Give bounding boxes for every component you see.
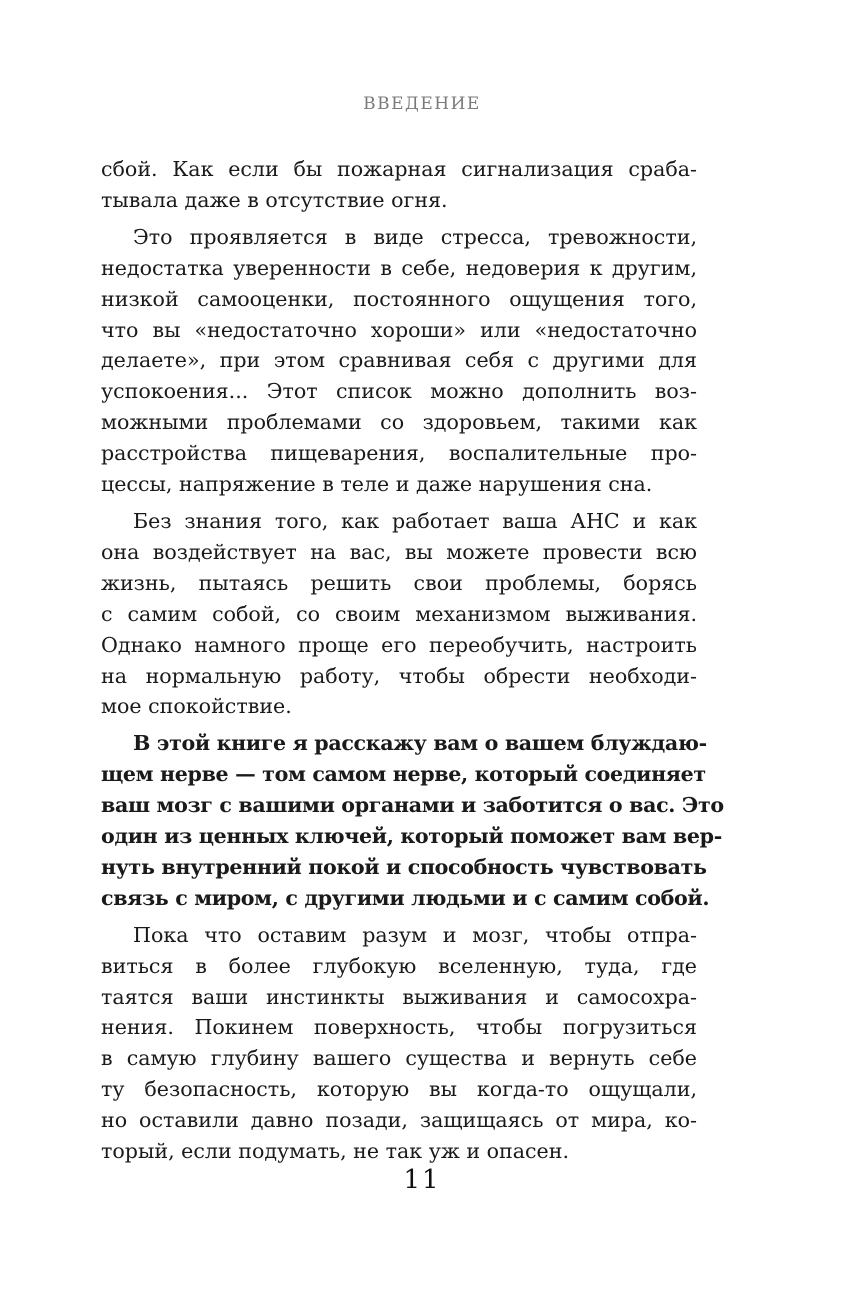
paragraph: [101, 222, 697, 500]
text-line: успокоения... Этот список можно дополнить воз-: [101, 379, 697, 404]
paragraph: [101, 506, 697, 722]
paragraph: [101, 920, 697, 1167]
page-number: 11: [403, 1165, 441, 1195]
text-line: жизнь, пытаясь решить свои проблемы, борясь: [101, 570, 697, 595]
text-line: Однако намного проще его переобучить, настроить: [101, 632, 697, 657]
paragraph: [101, 154, 697, 216]
text-line: низкой самооценки, постоянного ощущения того,: [101, 286, 697, 311]
text-line: можными проблемами со здоровьем, такими как: [101, 410, 697, 435]
text-line: Без знания того, как работает ваша АНС и как: [133, 508, 697, 533]
body-text: [101, 154, 724, 1173]
text-line: расстройства пищеварения, воспалительные про-: [101, 441, 697, 466]
text-line: Это проявляется в виде стресса, тревожности,: [133, 224, 697, 249]
text-line: она воздействует на вас, вы можете провести всю: [101, 539, 697, 564]
text-line: нения. Покинем поверхность, чтобы погрузиться: [101, 1015, 697, 1040]
text-line: но оставили давно позади, защищаясь от мира, ко-: [101, 1108, 697, 1133]
bold-paragraph: [101, 728, 724, 913]
text-line: ваш мозг с вашими органами и заботится о вас. Это: [101, 793, 724, 818]
text-line: что вы «недостаточно хороши» или «недостаточно: [101, 317, 697, 342]
text-line: В этой книге я расскажу вам о вашем блуждаю-: [133, 731, 707, 756]
text-line: на нормальную работу, чтобы обрести необходи-: [101, 663, 697, 688]
text-line: щем нерве — том самом нерве, который соединяет: [101, 762, 706, 787]
text-line: цессы, напряжение в теле и даже нарушения сна.: [101, 472, 653, 497]
text-line: ту безопасность, которую вы когда-то ощущали,: [101, 1077, 697, 1102]
text-line: один из ценных ключей, который поможет вам вер-: [101, 824, 722, 849]
running-header: ВВЕДЕНИЕ: [363, 94, 481, 114]
text-line: делаете», при этом сравнивая себя с другими для: [101, 348, 697, 373]
text-line: с самим собой, со своим механизмом выживания.: [101, 601, 697, 626]
text-line: связь с миром, с другими людьми и с самим собой.: [101, 885, 710, 910]
text-line: таятся ваши инстинкты выживания и самосохра-: [101, 984, 697, 1009]
text-line: нуть внутренний покой и способность чувствовать: [101, 854, 707, 879]
text-line: в самую глубину вашего существа и вернуть себе: [101, 1046, 697, 1071]
text-line: мое спокойствие.: [101, 694, 292, 719]
text-line: недостатка уверенности в себе, недоверия к другим,: [101, 255, 697, 280]
text-line: тывала даже в отсутствие огня.: [101, 187, 448, 212]
text-line: виться в более глубокую вселенную, туда, где: [101, 953, 697, 978]
text-line: Пока что оставим разум и мозг, чтобы отпра-: [133, 922, 697, 947]
text-line: торый, если подумать, не так уж и опасен.: [101, 1139, 569, 1164]
text-line: сбой. Как если бы пожарная сигнализация сраба-: [101, 157, 697, 181]
